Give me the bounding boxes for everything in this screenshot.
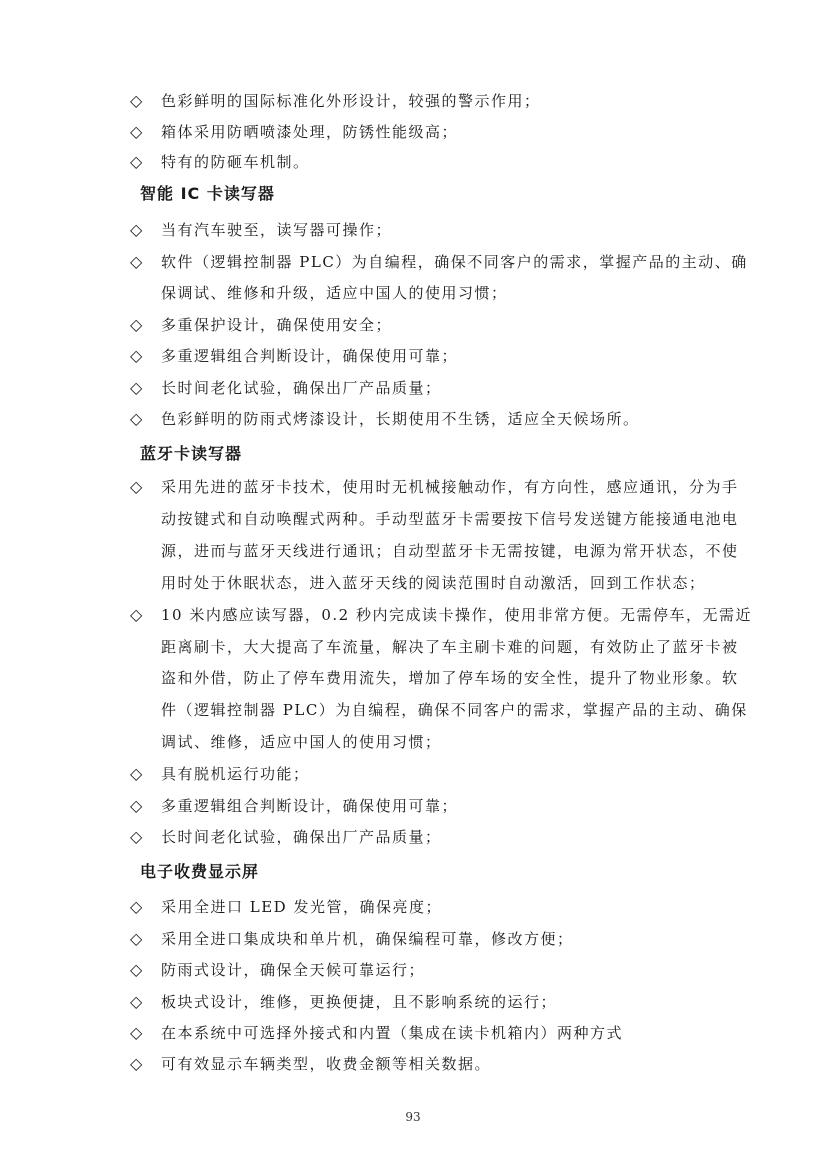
list-item-text: 可有效显示车辆类型，收费金额等相关数据。 [161, 1055, 492, 1073]
diamond-bullet-icon: ◇ [130, 477, 143, 496]
list-item-text: 色彩鲜明的防雨式烤漆设计，长期使用不生锈，适应全天候场所。 [161, 410, 640, 428]
section-heading: 智能 IC 卡读写器 [140, 184, 275, 203]
diamond-bullet-icon: ◇ [130, 1023, 143, 1042]
diamond-bullet-icon: ◇ [130, 929, 143, 948]
diamond-bullet-icon: ◇ [130, 992, 143, 1011]
list-item-text: 距离刷卡，大大提高了车流量，解决了车主刷卡难的问题，有效防止了蓝牙卡被 [161, 638, 739, 656]
diamond-bullet-icon: ◇ [130, 346, 143, 365]
diamond-bullet-icon: ◇ [130, 605, 143, 624]
list-item-text: 板块式设计，维修，更换便捷，且不影响系统的运行； [161, 993, 558, 1011]
diamond-bullet-icon: ◇ [130, 220, 143, 239]
diamond-bullet-icon: ◇ [130, 1054, 143, 1073]
list-item-text: 多重保护设计，确保使用安全； [161, 316, 393, 334]
list-item-text: 10 米内感应读写器，0.2 秒内完成读卡操作，使用非常方便。无需停车，无需近 [161, 606, 752, 624]
list-item-text: 色彩鲜明的国际标准化外形设计，较强的警示作用； [161, 92, 541, 110]
list-item-text: 用时处于休眠状态，进入蓝牙天线的阅读范围时自动激活，回到工作状态； [161, 574, 706, 592]
list-item-text: 多重逻辑组合判断设计，确保使用可靠； [161, 347, 459, 365]
diamond-bullet-icon: ◇ [130, 796, 143, 815]
list-item-text: 采用全进口集成块和单片机，确保编程可靠，修改方便； [161, 930, 574, 948]
section-heading: 蓝牙卡读写器 [140, 444, 243, 463]
diamond-bullet-icon: ◇ [130, 122, 143, 141]
diamond-bullet-icon: ◇ [130, 252, 143, 271]
diamond-bullet-icon: ◇ [130, 152, 143, 171]
list-item-text: 具有脱机运行功能； [161, 765, 310, 783]
list-item-text: 长时间老化试验，确保出厂产品质量； [161, 379, 442, 397]
list-item-text: 防雨式设计，确保全天候可靠运行； [161, 961, 426, 979]
list-item-text: 采用全进口 LED 发光管，确保亮度； [161, 898, 442, 916]
list-item-text: 采用先进的蓝牙卡技术，使用时无机械接触动作，有方向性，感应通讯，分为手 [161, 478, 739, 496]
list-item-text: 调试、维修，适应中国人的使用习惯； [161, 733, 442, 751]
section-heading: 电子收费显示屏 [140, 862, 260, 881]
diamond-bullet-icon: ◇ [130, 827, 143, 846]
list-item-text: 源，进而与蓝牙天线进行通讯；自动型蓝牙卡无需按键，电源为常开状态，不使 [161, 542, 739, 560]
list-item-text: 多重逻辑组合判断设计，确保使用可靠； [161, 797, 459, 815]
diamond-bullet-icon: ◇ [130, 897, 143, 916]
list-item-text: 当有汽车驶至，读写器可操作； [161, 221, 393, 239]
diamond-bullet-icon: ◇ [130, 409, 143, 428]
list-item-text: 保调试、维修和升级，适应中国人的使用习惯； [161, 284, 508, 302]
list-item-text: 动按键式和自动唤醒式两种。手动型蓝牙卡需要按下信号发送键方能接通电池电 [161, 510, 739, 528]
diamond-bullet-icon: ◇ [130, 764, 143, 783]
diamond-bullet-icon: ◇ [130, 960, 143, 979]
diamond-bullet-icon: ◇ [130, 91, 143, 110]
list-item-text: 件（逻辑控制器 PLC）为自编程，确保不同客户的需求，掌握产品的主动、确保 [161, 701, 748, 719]
page-number: 93 [405, 1110, 421, 1124]
list-item-text: 特有的防砸车机制。 [161, 153, 310, 171]
list-item-text: 软件（逻辑控制器 PLC）为自编程，确保不同客户的需求，掌握产品的主动、确 [161, 253, 748, 271]
diamond-bullet-icon: ◇ [130, 315, 143, 334]
list-item-text: 盗和外借，防止了停车费用流失，增加了停车场的安全性，提升了物业形象。软 [161, 669, 739, 687]
list-item-text: 箱体采用防晒喷漆处理，防锈性能级高； [161, 123, 459, 141]
diamond-bullet-icon: ◇ [130, 378, 143, 397]
list-item-text: 长时间老化试验，确保出厂产品质量； [161, 828, 442, 846]
list-item-text: 在本系统中可选择外接式和内置（集成在读卡机箱内）两种方式 [161, 1024, 624, 1042]
